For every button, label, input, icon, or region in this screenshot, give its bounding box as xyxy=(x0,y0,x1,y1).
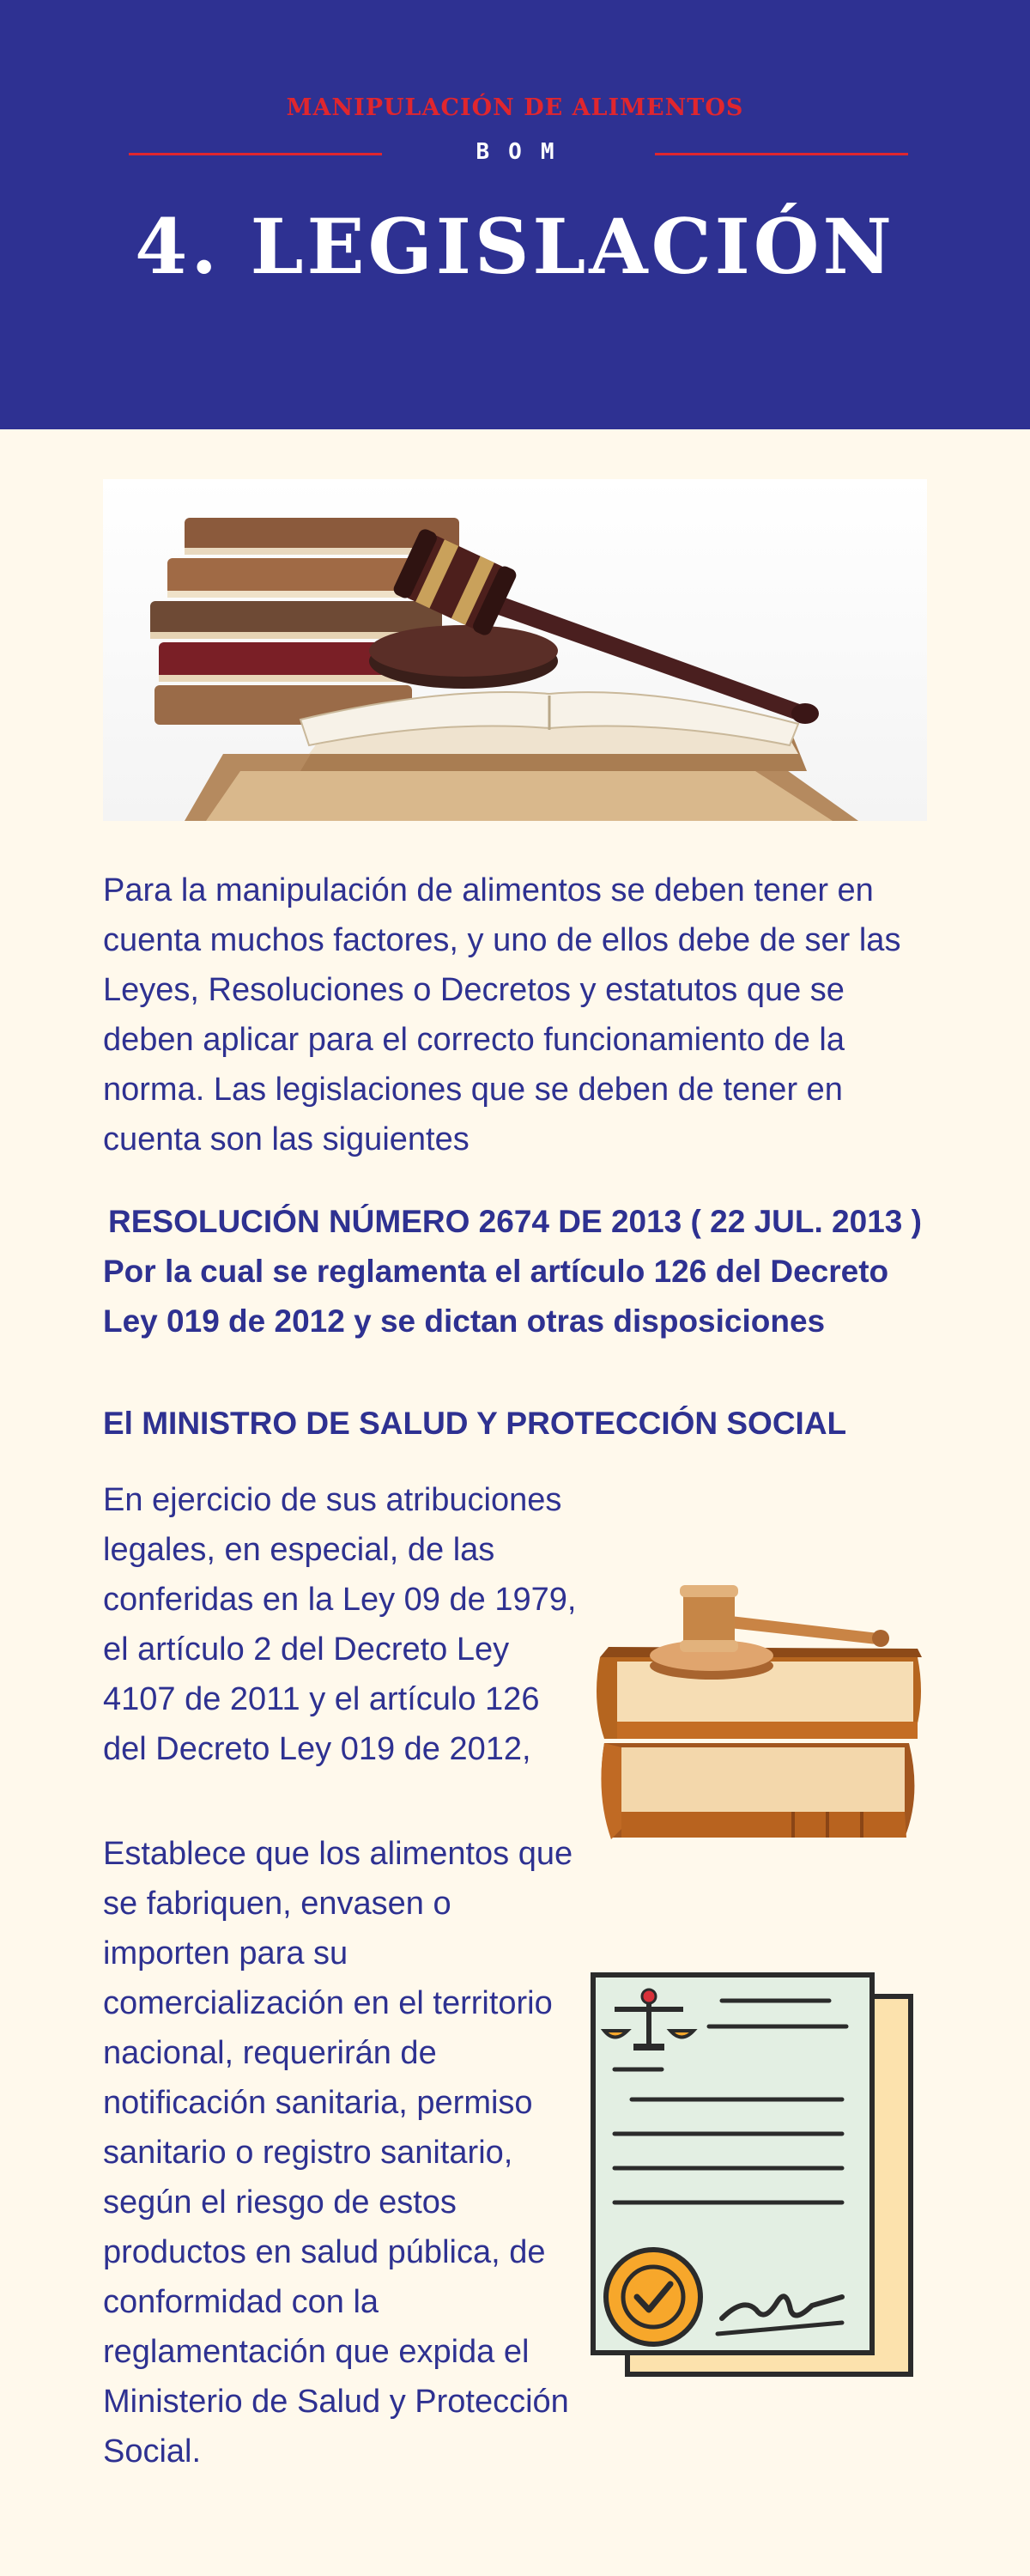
gavel-books-image xyxy=(587,1554,930,1863)
body-paragraph-1: En ejercicio de sus atribuciones legales, en especial, de las conferidas en la Ley 09 de 1979, el artículo 2 del Decreto Ley 4107 de 2011 y el artículo 126 del Decreto Ley 019 de 2012, xyxy=(103,1482,577,1767)
header-brand: BOM xyxy=(476,139,573,165)
minister-heading: El MINISTRO DE SALUD Y PROTECCIÓN SOCIAL xyxy=(103,1406,847,1441)
resolution-subject: Por la cual se reglamenta el artículo 126 del Decreto Ley 019 de 2012 y se dictan otras disposiciones xyxy=(103,1254,889,1339)
gavel-on-books-icon xyxy=(103,479,927,821)
resolution-number: RESOLUCIÓN NÚMERO 2674 DE 2013 ( 22 JUL. 2013 ) xyxy=(108,1204,922,1239)
intro-paragraph: Para la manipulación de alimentos se deben tener en cuenta muchos factores, y uno de ellos debe de ser las Leyes, Resoluciones o Decretos y estatutos que se deben aplicar para el correcto funcionamiento de la norma. Las legislaciones que se deben de tener en cuenta son las siguientes xyxy=(103,872,901,1157)
legal-document-image xyxy=(580,1958,924,2387)
resolution-heading xyxy=(103,1197,927,1346)
page-title: 4. LEGISLACIÓN xyxy=(135,202,895,291)
header-banner xyxy=(0,0,1030,429)
header-rule-right xyxy=(655,153,908,155)
legal-document-icon xyxy=(580,1958,924,2387)
gavel-books-icon xyxy=(587,1554,930,1863)
hero-gavel-books-image xyxy=(103,479,927,821)
body-paragraph-2: Establece que los alimentos que se fabriquen, envasen o importen para su comercialización en el territorio nacional, requerirán de notificación sanitaria, permiso sanitario o registro sanitario, según el riesgo de estos productos en salud pública, de conformidad con la reglamentación que expida el Ministerio de Salud y Protección Social. xyxy=(103,1836,573,2470)
header-kicker: MANIPULACIÓN DE ALIMENTOS xyxy=(286,94,744,121)
